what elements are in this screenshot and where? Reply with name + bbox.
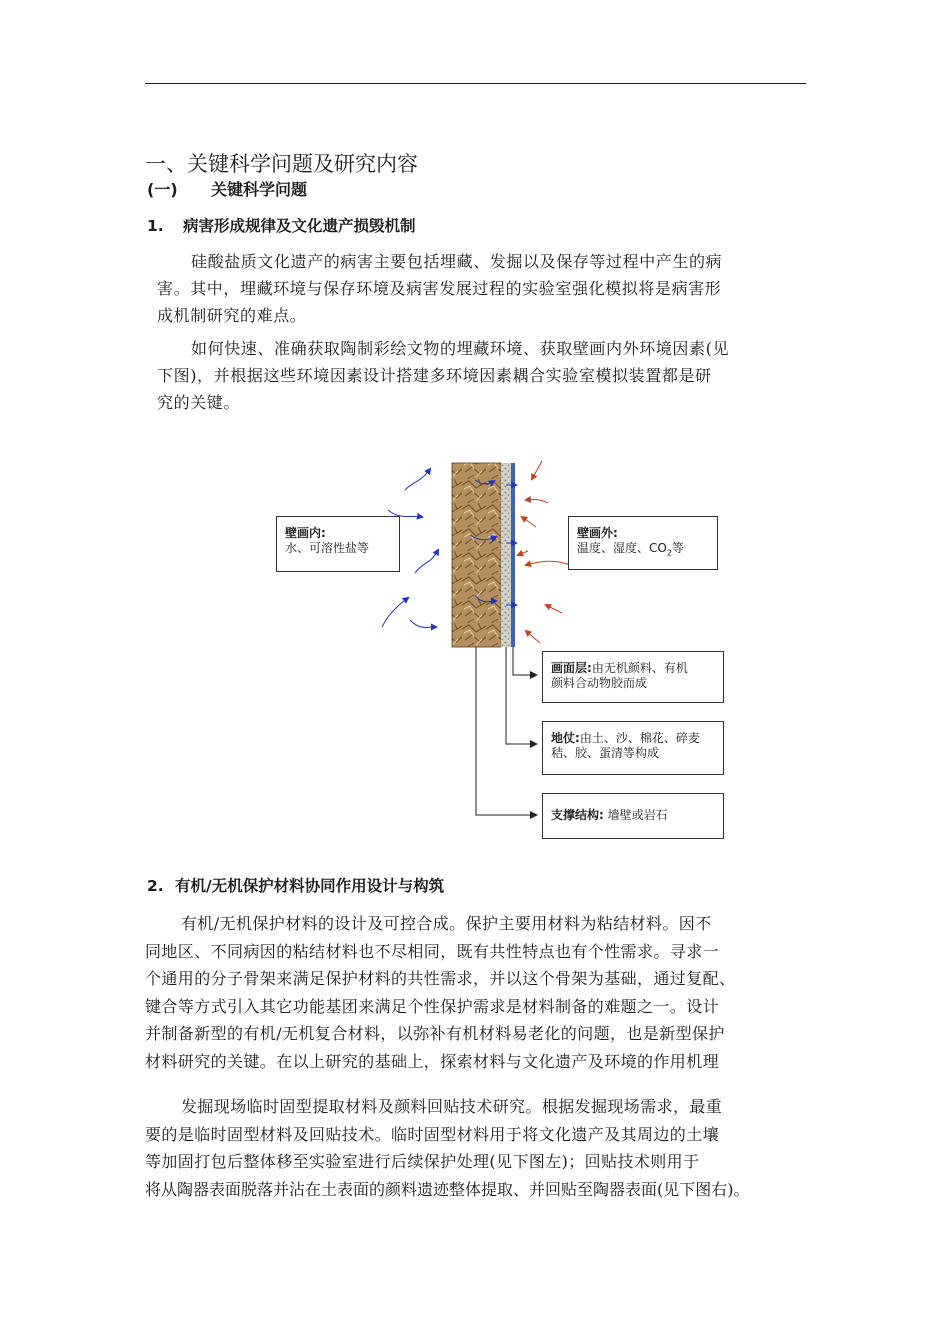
outer-factors-text-main: 温度、湿度、CO (577, 541, 667, 555)
text-line: 同地区、不同病因的粘结材料也不尽相同，既有共性特点也有个性需求。寻求一 (145, 941, 720, 961)
support-structure-text: 墙壁或岩石 (607, 808, 668, 822)
section-1-paragraph-1 (157, 248, 807, 329)
ground-layer-title: 地仗: (551, 731, 580, 745)
section-2-number: 2. (147, 877, 164, 895)
section-1-number: 1. (147, 217, 164, 235)
paint-layer-box (542, 651, 724, 703)
section-2-heading (147, 874, 444, 896)
text-line: 成机制研究的难点。 (157, 306, 307, 325)
paint-layer-title: 画面层: (551, 661, 592, 675)
heading-2-text: 关键科学问题 (211, 180, 308, 199)
support-structure-box (542, 793, 724, 839)
outer-factors-text (577, 541, 684, 558)
outer-factors-box (568, 516, 718, 570)
text-line: 等加固打包后整体移至实验室进行后续保护处理(见下图左)；回贴技术则用于 (145, 1152, 700, 1171)
ground-layer-text-1: 由土、沙、棉花、碎麦 (579, 731, 700, 745)
co2-subscript: 2 (666, 548, 672, 558)
text-line: 要的是临时固型材料及回贴技术。临时固型材料用于将文化遗产及其周边的土壤 (145, 1124, 720, 1144)
ground-layer-box (542, 721, 724, 775)
outer-factors-text-suffix: 等 (671, 541, 684, 555)
section-1-heading (147, 214, 416, 236)
text-line: 究的关键。 (157, 393, 241, 412)
text-line: 个通用的分子骨架来满足保护材料的共性需求，并以这个骨架为基础，通过复配、 (145, 969, 736, 988)
outer-factors-title: 壁画外: (577, 526, 618, 540)
outer-factor-arrows (518, 461, 570, 643)
paint-layer (511, 463, 515, 647)
section-2-paragraph-2 (145, 1093, 805, 1203)
inner-factors-title: 壁画内: (285, 526, 326, 540)
ground-layer-text-2: 秸、胶、蛋清等构成 (551, 746, 660, 760)
text-line: 硅酸盐质文化遗产的病害主要包括埋藏、发掘以及保存等过程中产生的病 (191, 252, 723, 271)
heading-1: 一、关键科学问题及研究内容 (145, 152, 418, 176)
text-line: 有机/无机保护材料的设计及可控合成。保护主要用材料为粘结材料。因不 (181, 914, 712, 933)
ground-layer (501, 463, 511, 647)
mural-structure-figure (270, 455, 730, 845)
section-2-title: 有机/无机保护材料协同作用设计与构筑 (175, 877, 445, 895)
text-line: 如何快速、准确获取陶制彩绘文物的埋藏环境、获取壁画内外环境因素(见 (191, 339, 730, 358)
text-line: 下图)，并根据这些环境因素设计搭建多环境因素耦合实验室模拟装置都是研 (157, 366, 712, 385)
text-line: 并制备新型的有机/无机复合材料，以弥补有机材料易老化的问题，也是新型保护 (145, 1024, 725, 1043)
header-rule (145, 83, 806, 84)
text-line: 材料研究的关键。在以上研究的基础上，探索材料与文化遗产及环境的作用机理 (145, 1051, 720, 1071)
text-line: 将从陶器表面脱落并沾在土表面的颜料遗迹整体提取、并回贴至陶器表面(见下图右)。 (145, 1179, 750, 1199)
heading-2-number: (一) (147, 180, 178, 199)
layer-connectors (476, 647, 536, 815)
support-structure-title: 支撑结构: (551, 808, 604, 822)
section-1-title: 病害形成规律及文化遗产损毁机制 (183, 217, 416, 235)
section-2-paragraph-1 (145, 910, 805, 1075)
support-structure-layer (452, 463, 501, 647)
inner-factors-box (276, 516, 400, 572)
paint-layer-text-1: 由无机颜料、有机 (591, 661, 688, 675)
paint-layer-text-2: 颜料合动物胶而成 (551, 676, 648, 690)
text-line: 键合等方式引入其它功能基团来满足个性保护需求是材料制备的难题之一。设计 (145, 996, 720, 1016)
text-line: 害。其中，埋藏环境与保存环境及病害发展过程的实验室强化模拟将是病害形 (157, 279, 722, 298)
inner-factors-text: 水、可溶性盐等 (285, 541, 370, 555)
heading-2 (147, 177, 307, 200)
section-1-paragraph-2 (157, 335, 807, 416)
figure-drawing (270, 455, 730, 845)
text-line: 发掘现场临时固型提取材料及颜料回贴技术研究。根据发掘现场需求，最重 (181, 1097, 723, 1116)
